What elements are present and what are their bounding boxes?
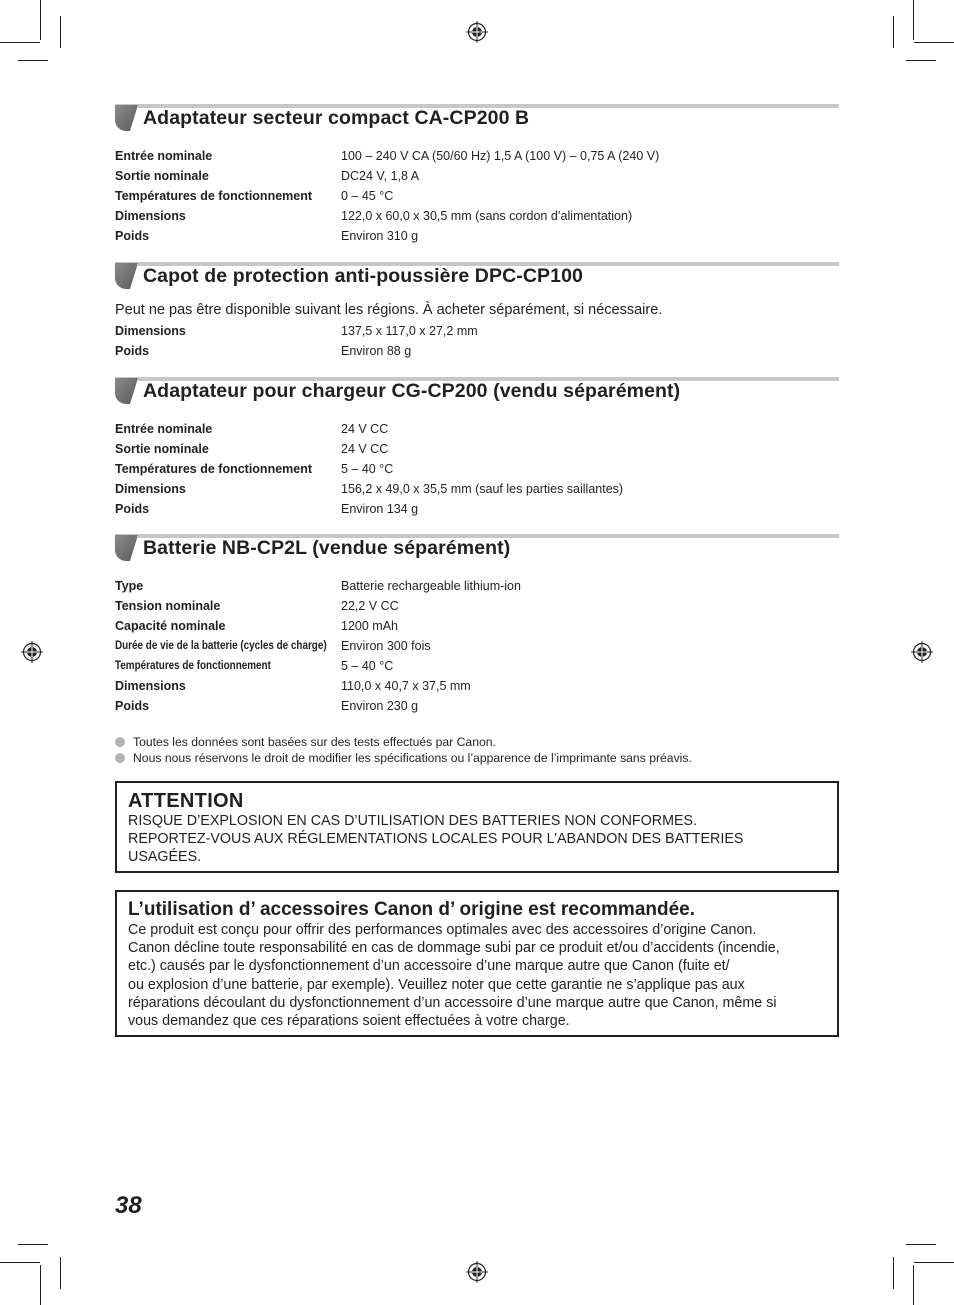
spec-label: Poids: [115, 699, 150, 713]
section-title: Adaptateur secteur compact CA-CP200 B: [143, 107, 530, 129]
heading-tab-icon: [115, 263, 138, 289]
list-item: [115, 734, 839, 750]
section-title: Capot de protection anti-poussière DPC-CP100: [143, 265, 583, 287]
recommendation-line: réparations découlant du dysfonctionnement d’un accessoire d’une marque autre que Canon, même si: [128, 994, 777, 1011]
spec-label: Sortie nominale: [115, 442, 209, 456]
spec-row: [115, 206, 839, 226]
spec-value: 122,0 x 60,0 x 30,5 mm (sans cordon d’alimentation): [341, 209, 633, 223]
recommendation-line: ou explosion d’une batterie, par exemple). Veuillez noter que cette garantie ne s’applique pas aux: [128, 976, 745, 993]
section-heading: [115, 377, 839, 407]
spec-label: Capacité nominale: [115, 619, 226, 633]
spec-label: Températures de fonctionnement: [115, 189, 313, 203]
spec-row: [115, 499, 839, 519]
spec-row: [115, 419, 839, 439]
spec-label: Poids: [115, 229, 150, 243]
spec-value: 110,0 x 40,7 x 37,5 mm: [341, 679, 471, 693]
section-nb-cp2l: [115, 534, 839, 724]
spec-row: [115, 576, 839, 596]
spec-row: [115, 459, 839, 479]
recommendation-text: [128, 921, 828, 1030]
registration-mark-icon: [466, 21, 488, 43]
spec-row: [115, 596, 839, 616]
notes-list: [115, 734, 839, 766]
spec-row: [115, 656, 839, 676]
bullet-icon: [115, 753, 125, 763]
section-heading: [115, 262, 839, 292]
spec-row: [115, 439, 839, 459]
heading-tab-icon: [115, 535, 138, 561]
section-cg-cp200: [115, 377, 839, 527]
spec-row: [115, 696, 839, 716]
heading-tab-icon: [115, 105, 138, 131]
spec-label: Dimensions: [115, 209, 186, 223]
spec-row: [115, 146, 839, 166]
registration-mark-icon: [21, 641, 43, 663]
spec-value: 5 – 40 °C: [341, 462, 394, 476]
spec-value: 24 V CC: [341, 422, 389, 436]
spec-label: Entrée nominale: [115, 149, 213, 163]
section-intro: Peut ne pas être disponible suivant les régions. À acheter séparément, si nécessaire.: [115, 302, 663, 318]
section-ca-cp200b: [115, 104, 839, 254]
spec-row: [115, 341, 839, 361]
spec-row: [115, 616, 839, 636]
page-number: 38: [115, 1192, 142, 1219]
spec-value: 5 – 40 °C: [341, 659, 394, 673]
registration-mark-icon: [911, 641, 933, 663]
section-title: Adaptateur pour chargeur CG-CP200 (vendu séparément): [143, 380, 681, 402]
spec-table: [115, 419, 839, 519]
spec-label: Dimensions: [115, 324, 186, 338]
spec-value: 22,2 V CC: [341, 599, 399, 613]
spec-row: [115, 226, 839, 246]
spec-row: [115, 321, 839, 341]
spec-label: Dimensions: [115, 482, 186, 496]
attention-text: [128, 812, 828, 867]
spec-value: Environ 88 g: [341, 344, 412, 358]
section-heading: [115, 534, 839, 564]
spec-table: [115, 146, 839, 246]
spec-value: Environ 300 fois: [341, 639, 431, 653]
spec-value: DC24 V, 1,8 A: [341, 169, 420, 183]
spec-value: 137,5 x 117,0 x 27,2 mm: [341, 324, 478, 338]
registration-mark-icon: [466, 1261, 488, 1283]
spec-value: 0 – 45 °C: [341, 189, 394, 203]
spec-table: [115, 321, 839, 361]
spec-label: Températures de fonctionnement: [115, 462, 313, 476]
attention-line: USAGÉES.: [128, 849, 202, 866]
spec-row: [115, 676, 839, 696]
section-heading: [115, 104, 839, 134]
spec-label: Entrée nominale: [115, 422, 213, 436]
attention-title: ATTENTION: [128, 790, 244, 812]
spec-value: 156,2 x 49,0 x 35,5 mm (sauf les parties saillantes): [341, 482, 624, 496]
bullet-icon: [115, 737, 125, 747]
section-title: Batterie NB-CP2L (vendue séparément): [143, 537, 511, 559]
spec-label: Poids: [115, 344, 150, 358]
spec-label: Type: [115, 579, 144, 593]
spec-value: 1200 mAh: [341, 619, 398, 633]
spec-row: [115, 636, 839, 656]
spec-row: [115, 479, 839, 499]
spec-label: Durée de vie de la batterie (cycles de charge): [115, 640, 327, 652]
spec-value: Environ 230 g: [341, 699, 419, 713]
attention-box: [115, 781, 839, 873]
spec-table: [115, 576, 839, 716]
note-text: Toutes les données sont basées sur des tests effectués par Canon.: [133, 735, 496, 749]
spec-value: 100 – 240 V CA (50/60 Hz) 1,5 A (100 V) – 0,75 A (240 V): [341, 149, 660, 163]
spec-value: 24 V CC: [341, 442, 389, 456]
spec-value: Environ 134 g: [341, 502, 419, 516]
spec-row: [115, 166, 839, 186]
recommendation-box: [115, 890, 839, 1037]
spec-label: Tension nominale: [115, 599, 221, 613]
section-dpc-cp100: [115, 262, 839, 372]
recommendation-line: Ce produit est conçu pour offrir des performances optimales avec des accessoires d’origine Canon.: [128, 922, 757, 938]
list-item: [115, 750, 839, 766]
spec-label: Températures de fonctionnement: [115, 660, 271, 672]
note-text: Nous nous réservons le droit de modifier les spécifications ou l’apparence de l’imprimante sans préavis.: [133, 751, 692, 765]
attention-line: REPORTEZ-VOUS AUX RÉGLEMENTATIONS LOCALES POUR L’ABANDON DES BATTERIES: [128, 831, 744, 848]
spec-label: Sortie nominale: [115, 169, 209, 183]
recommendation-title: L’utilisation d’ accessoires Canon d’ origine est recommandée.: [128, 899, 696, 920]
spec-label: Poids: [115, 502, 150, 516]
attention-line: RISQUE D’EXPLOSION EN CAS D’UTILISATION DES BATTERIES NON CONFORMES.: [128, 813, 698, 829]
recommendation-line: vous demandez que ces réparations soient effectuées à votre charge.: [128, 1013, 570, 1030]
heading-tab-icon: [115, 378, 138, 404]
spec-row: [115, 186, 839, 206]
spec-value: Environ 310 g: [341, 229, 419, 243]
recommendation-line: etc.) causés par le dysfonctionnement d’un accessoire d’une marque autre que Canon (fuite et/: [128, 958, 730, 975]
recommendation-line: Canon décline toute responsabilité en cas de dommage subi par ce produit et/ou d’accidents (incendie,: [128, 940, 780, 957]
spec-value: Batterie rechargeable lithium-ion: [341, 579, 521, 593]
spec-label: Dimensions: [115, 679, 186, 693]
